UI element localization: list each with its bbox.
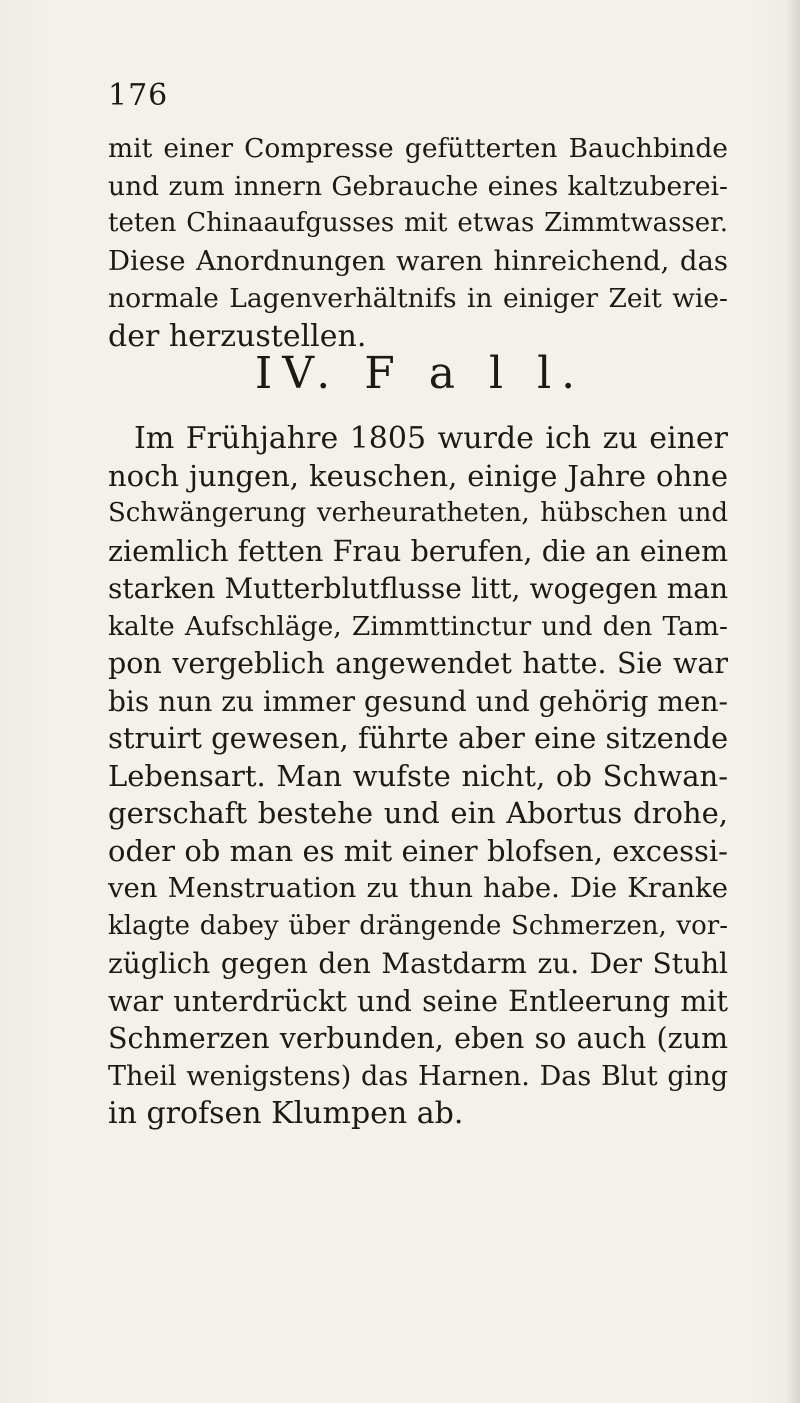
text-line: und zum innern Gebrauche eines kaltzuberei- [108, 170, 728, 202]
text-line: der herzustellen. [108, 318, 367, 354]
text-line: in grofsen Klumpen ab. [108, 1096, 464, 1131]
page-edge-shadow [786, 0, 800, 1403]
case-paragraph [108, 420, 728, 1133]
text-line: pon vergeblich angewendet hatte. Sie war [108, 647, 728, 680]
text-line: kalte Aufschläge, Zimmttinctur und den Tam- [108, 610, 728, 642]
text-line: ven Menstruation zu thun habe. Die Kranke [108, 872, 728, 904]
text-line: teten Chinaaufgusses mit etwas Zimmtwasser. [108, 208, 728, 238]
text-line: Diese Anordnungen waren hinreichend, das [108, 244, 728, 277]
case-heading: IV. F a l l. [254, 348, 586, 399]
text-line: Theil wenigstens) das Harnen. Das Blut ging [108, 1060, 728, 1092]
text-line: Schwängerung verheuratheten, hübschen und [108, 498, 728, 528]
text-line: oder ob man es mit einer blofsen, excessi- [108, 833, 728, 868]
text-line: noch jungen, keuschen, einige Jahre ohne [108, 458, 728, 493]
text-line: Schmerzen verbunden, eben so auch (zum [108, 1022, 728, 1055]
text-line: Lebensart. Man wufste nicht, ob Schwan- [108, 758, 728, 793]
text-line: klagte dabey über drängende Schmerzen, vor- [108, 910, 728, 941]
page-number: 176 [108, 78, 169, 113]
continued-paragraph [108, 130, 728, 355]
text-line: struirt gewesen, führte aber eine sitzende [108, 721, 729, 755]
text-line: ziemlich fetten Frau berufen, die an einem [108, 534, 728, 568]
text-line: züglich gegen den Mastdarm zu. Der Stuhl [108, 947, 728, 980]
text-line: war unterdrückt und seine Entleerung mit [108, 984, 728, 1018]
text-line: mit einer Compresse gefütterten Bauchbinde [108, 133, 728, 164]
text-line: bis nun zu immer gesund und gehörig men- [108, 684, 728, 718]
text-line: Im Frühjahre 1805 wurde ich zu einer [134, 421, 728, 456]
text-line: starken Mutterblutflusse litt, wogegen man [108, 572, 728, 605]
text-line: normale Lagenverhältnifs in einiger Zeit wie- [108, 283, 728, 314]
text-line: gerschaft bestehe und ein Abortus drohe, [108, 796, 728, 830]
